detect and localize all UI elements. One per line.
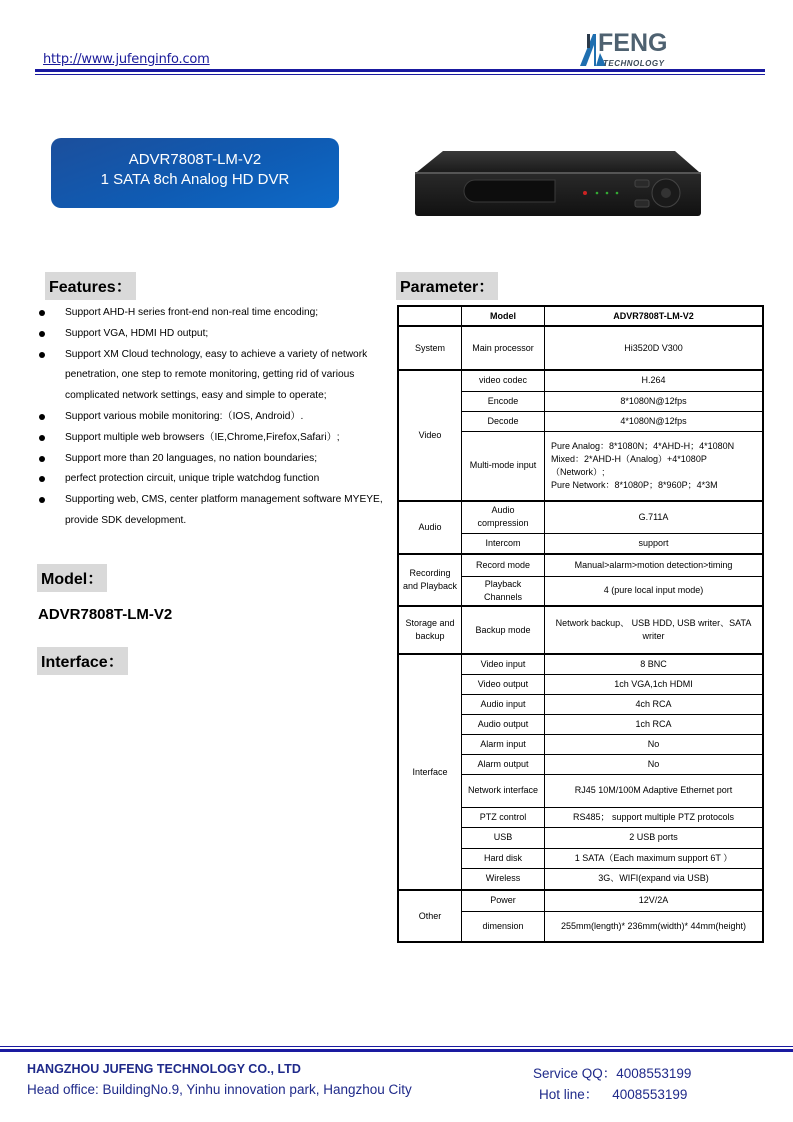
feature-item: Support more than 20 languages, no nation boundaries;	[36, 449, 386, 470]
hotline-label: Hot line：	[539, 1087, 599, 1102]
group-cell: System	[398, 326, 462, 370]
param-value: 255mm(length)* 236mm(width)* 44mm(height)	[545, 911, 764, 942]
parameter-heading: Parameter：	[396, 272, 498, 300]
header-rule-thin	[35, 74, 765, 75]
param-value: Manual>alarm>motion detection>timing	[545, 554, 764, 576]
logo-subtext: TECHNOLOGY	[603, 59, 665, 68]
bullet-icon	[39, 435, 45, 441]
dvr-product-image	[413, 150, 703, 218]
feature-item: Support various mobile monitoring:（IOS, Android）.	[36, 407, 386, 428]
table-row	[398, 890, 763, 911]
param-name: Encode	[462, 391, 545, 411]
param-value: 1ch RCA	[545, 714, 764, 734]
param-value: support	[545, 533, 764, 554]
param-value: 1ch VGA,1ch HDMI	[545, 674, 764, 694]
param-value: Network backup、 USB HDD, USB writer、SATA writer	[545, 606, 764, 654]
bullet-icon	[39, 352, 45, 358]
model-heading: Model：	[37, 564, 107, 592]
bullet-icon	[39, 456, 45, 462]
table-row	[398, 501, 763, 533]
param-value: H.264	[545, 370, 764, 391]
param-value: Pure Analog：8*1080N；4*AHD-H；4*1080N Mixed：2*AHD-H（Analog）+4*1080P （Network）; Pure Network：8*1080P；8*960P；4*3M	[545, 431, 764, 501]
service-qq	[533, 1062, 691, 1082]
header-rule	[35, 69, 765, 72]
footer-rule-thin	[0, 1046, 793, 1047]
parameter-table	[397, 305, 764, 943]
param-name: Video output	[462, 674, 545, 694]
service-qq-value: 4008553199	[616, 1066, 692, 1081]
table-header-row	[398, 306, 763, 326]
footer-rule	[0, 1049, 793, 1052]
param-value: 4*1080N@12fps	[545, 411, 764, 431]
group-cell: Audio	[398, 501, 462, 554]
param-name: Record mode	[462, 554, 545, 576]
table-row	[398, 654, 763, 674]
param-name: Audio compression	[462, 501, 545, 533]
hotline-value: 4008553199	[612, 1087, 688, 1102]
feature-item: Support AHD-H series front-end non-real time encoding;	[36, 303, 386, 324]
param-value: Hi3520D V300	[545, 326, 764, 370]
param-name: Audio input	[462, 694, 545, 714]
group-cell: Interface	[398, 654, 462, 890]
param-value: No	[545, 734, 764, 754]
param-name: video codec	[462, 370, 545, 391]
param-name: Wireless	[462, 868, 545, 890]
header-value-cell: ADVR7808T-LM-V2	[545, 306, 764, 326]
param-name: Intercom	[462, 533, 545, 554]
table-row	[398, 326, 763, 370]
param-value: 8 BNC	[545, 654, 764, 674]
group-cell: Storage and backup	[398, 606, 462, 654]
product-subtitle: 1 SATA 8ch Analog HD DVR	[100, 171, 290, 188]
service-qq-label: Service QQ：	[533, 1066, 617, 1081]
param-name: Power	[462, 890, 545, 911]
param-name: USB	[462, 827, 545, 848]
website-link[interactable]: http://www.jufenginfo.com	[43, 52, 210, 67]
param-value: 1 SATA（Each maximum support 6T ）	[545, 848, 764, 868]
param-value: 4 (pure local input mode)	[545, 576, 764, 606]
features-list	[36, 303, 386, 532]
group-cell: Video	[398, 370, 462, 501]
feature-item: Support multiple web browsers（IE,Chrome,Firefox,Safari）;	[36, 428, 386, 449]
header-name-cell: Model	[462, 306, 545, 326]
feature-item: Support XM Cloud technology, easy to achieve a variety of network penetration, one step to remote monitoring, getting rid of various complicated network settings, easy and simple to operate;	[36, 345, 386, 407]
param-value: 8*1080N@12fps	[545, 391, 764, 411]
param-value: 3G、WIFI(expand via USB)	[545, 868, 764, 890]
product-model-title: ADVR7808T-LM-V2	[128, 151, 262, 168]
bullet-icon	[39, 476, 45, 482]
param-name: Alarm input	[462, 734, 545, 754]
param-value: RJ45 10M/100M Adaptive Ethernet port	[545, 774, 764, 807]
param-name: dimension	[462, 911, 545, 942]
param-name: Video input	[462, 654, 545, 674]
param-name: Network interface	[462, 774, 545, 807]
header-group-cell	[398, 306, 462, 326]
param-value: G.711A	[545, 501, 764, 533]
param-name: Hard disk	[462, 848, 545, 868]
param-name: PTZ control	[462, 807, 545, 827]
bullet-icon	[39, 497, 45, 503]
group-cell: Recording and Playback	[398, 554, 462, 606]
param-name: Playback Channels	[462, 576, 545, 606]
param-name: Decode	[462, 411, 545, 431]
model-value: ADVR7808T-LM-V2	[38, 606, 173, 623]
bullet-icon	[39, 331, 45, 337]
param-name: Audio output	[462, 714, 545, 734]
feature-item: perfect protection circuit, unique triple watchdog function	[36, 469, 386, 490]
table-row	[398, 606, 763, 654]
feature-item: Supporting web, CMS, center platform management software MYEYE, provide SDK development.	[36, 490, 386, 532]
param-value: 12V/2A	[545, 890, 764, 911]
param-value: 4ch RCA	[545, 694, 764, 714]
group-cell: Other	[398, 890, 462, 942]
table-row	[398, 370, 763, 391]
office-address: Head office: BuildingNo.9, Yinhu innovation park, Hangzhou City	[27, 1082, 412, 1097]
product-title-box	[51, 138, 339, 208]
param-name: Backup mode	[462, 606, 545, 654]
param-name: Multi-mode input	[462, 431, 545, 501]
interface-heading: Interface：	[37, 647, 128, 675]
param-value: 2 USB ports	[545, 827, 764, 848]
param-value: No	[545, 754, 764, 774]
bullet-icon	[39, 414, 45, 420]
logo-text: FENG	[598, 29, 668, 57]
table-row	[398, 554, 763, 576]
param-name: Main processor	[462, 326, 545, 370]
param-name: Alarm output	[462, 754, 545, 774]
feature-item: Support VGA, HDMI HD output;	[36, 324, 386, 345]
hotline	[539, 1083, 687, 1103]
param-value: RS485； support multiple PTZ protocols	[545, 807, 764, 827]
features-heading: Features：	[45, 272, 136, 300]
bullet-icon	[39, 310, 45, 316]
company-name: HANGZHOU JUFENG TECHNOLOGY CO., LTD	[27, 1062, 301, 1076]
